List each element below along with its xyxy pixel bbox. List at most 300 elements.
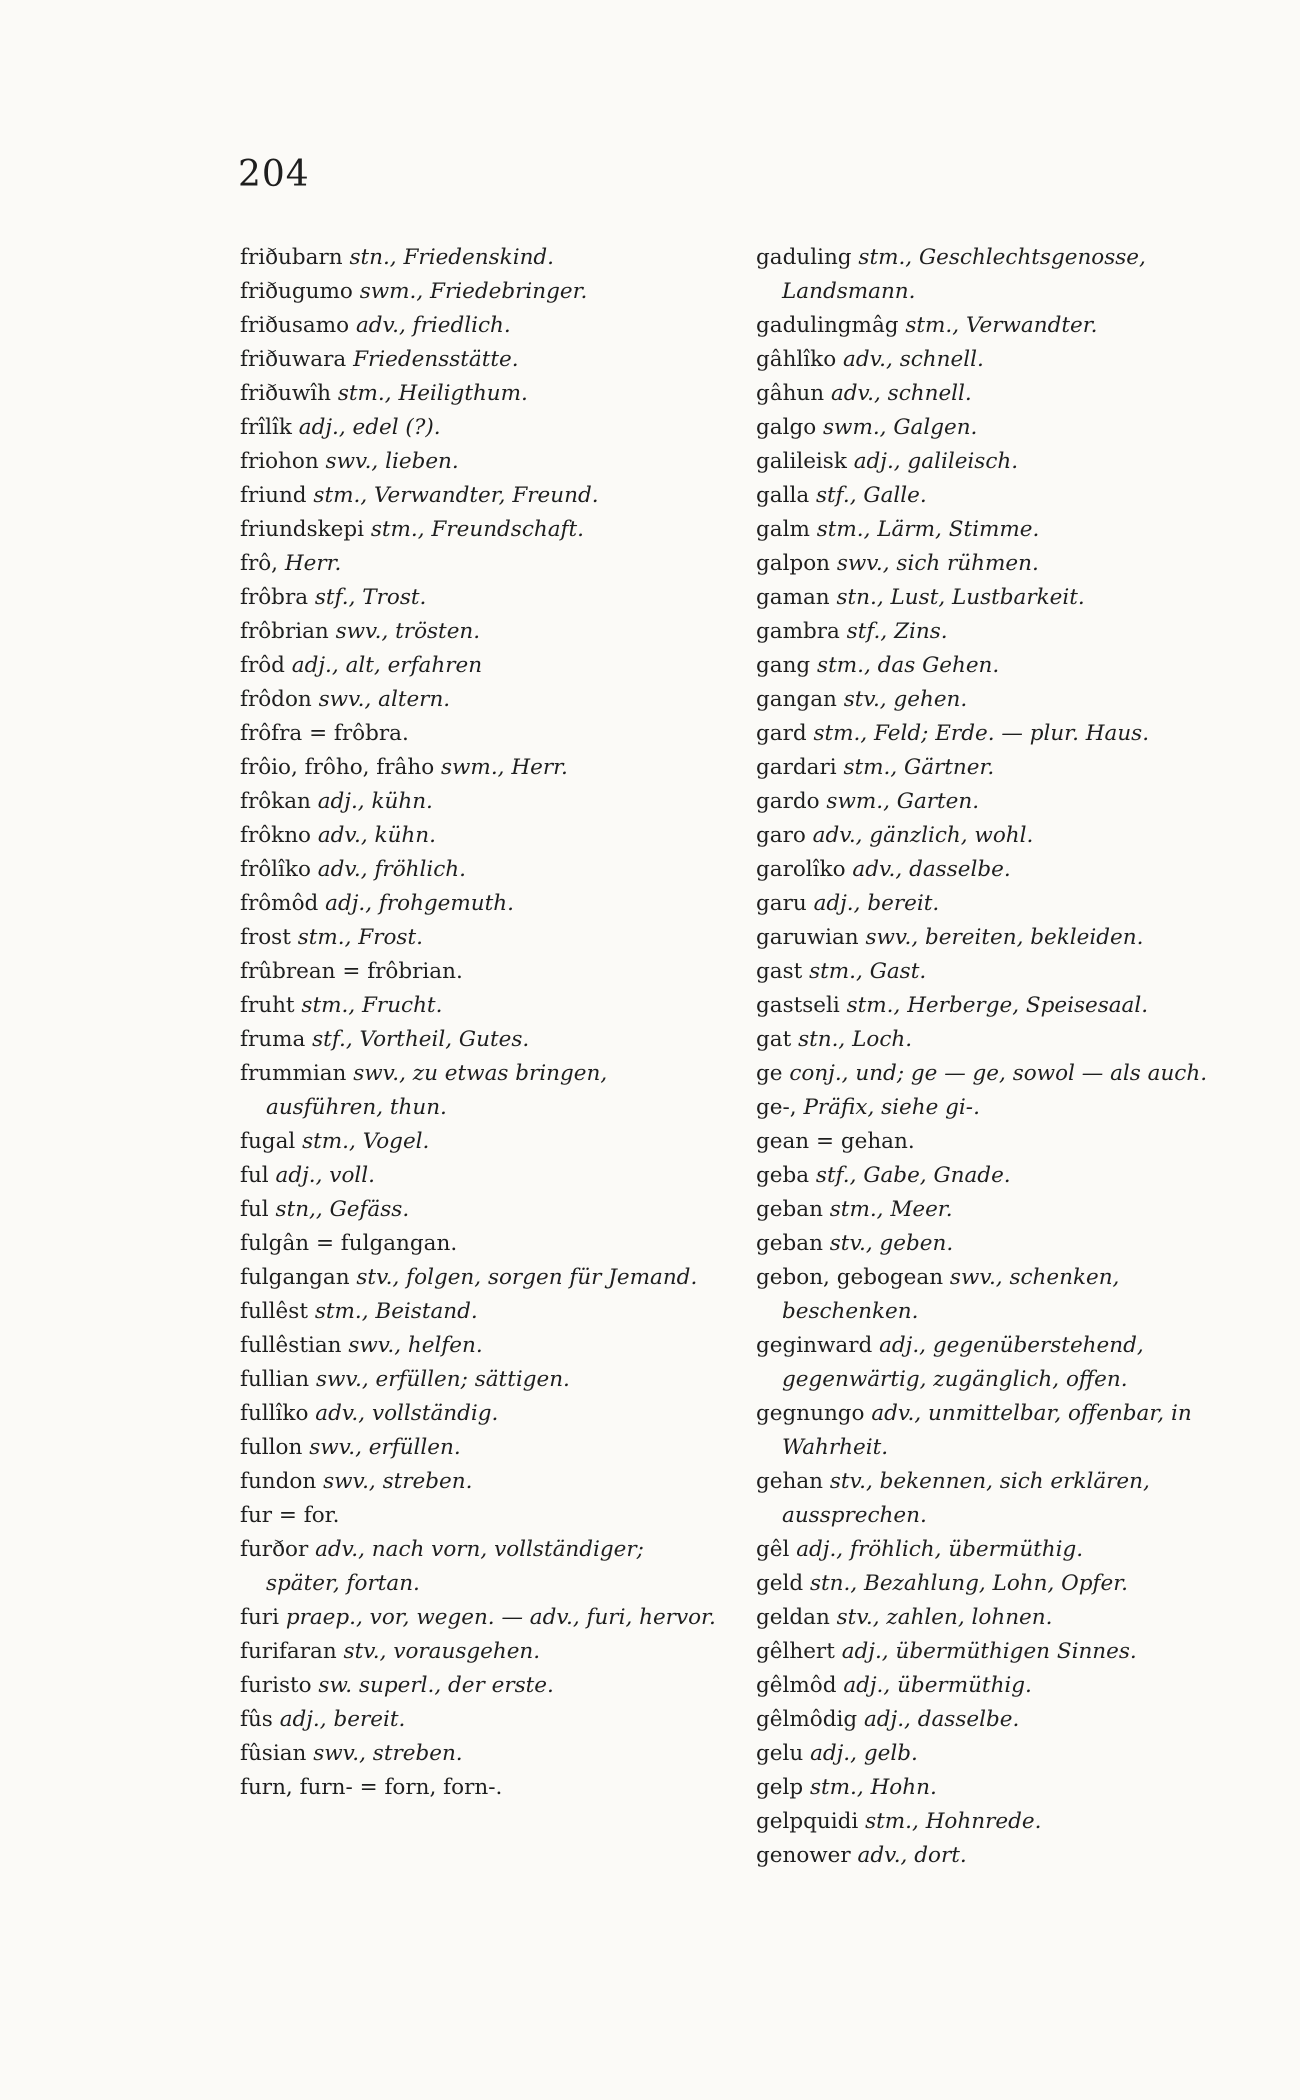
right-column	[756, 241, 1226, 1873]
entry-headword: frôdon	[240, 687, 312, 712]
entry-headword: gean = gehan.	[756, 1129, 915, 1154]
entry-gloss: Frucht.	[362, 993, 443, 1018]
entry-headword: fûs	[240, 1707, 273, 1732]
dictionary-entry	[240, 513, 720, 547]
dictionary-entry	[240, 1125, 720, 1159]
entry-grammar: stm.,	[337, 381, 392, 406]
entry-gloss: Herr.	[284, 551, 342, 576]
entry-headword: geba	[756, 1163, 810, 1188]
entry-grammar: stf.,	[846, 619, 888, 644]
dictionary-entry	[240, 955, 720, 989]
entry-grammar: adv.,	[317, 823, 368, 848]
entry-grammar: adv.,	[857, 1843, 908, 1868]
entry-grammar: stm.,	[302, 1129, 356, 1154]
dictionary-entry	[756, 955, 1226, 989]
dictionary-entry	[240, 1227, 720, 1261]
dictionary-entry	[756, 921, 1226, 955]
entry-gloss: der erste.	[448, 1673, 554, 1698]
entry-grammar: swv.,	[323, 1469, 376, 1494]
entry-gloss: Vortheil, Gutes.	[359, 1027, 530, 1052]
entry-headword: gelpquidi	[756, 1809, 859, 1834]
entry-headword: frôkan	[240, 789, 311, 814]
dictionary-entry	[240, 1057, 720, 1125]
dictionary-entry	[240, 1295, 720, 1329]
dictionary-entry	[756, 1329, 1226, 1397]
entry-headword: furn, furn- = forn, forn-.	[240, 1775, 503, 1800]
entry-gloss: Geschlechtsgenosse, Landsmann.	[782, 245, 1146, 304]
entry-headword: geban	[756, 1231, 823, 1256]
dictionary-entry	[240, 785, 720, 819]
dictionary-entry	[756, 1193, 1226, 1227]
entry-grammar: adj.,	[810, 1741, 857, 1766]
entry-headword: frôfra = frôbra.	[240, 721, 409, 746]
entry-gloss: zahlen, lohnen.	[886, 1605, 1053, 1630]
entry-headword: friðuwara	[240, 347, 347, 372]
entry-headword: frummian	[240, 1061, 347, 1086]
entry-grammar: swv.,	[318, 687, 372, 712]
entry-gloss: Feld; Erde. — plur. Haus.	[874, 721, 1150, 746]
entry-grammar: adj.,	[863, 1707, 911, 1732]
entry-grammar: stm.,	[858, 245, 913, 270]
entry-grammar: stn.,	[349, 245, 397, 270]
dictionary-entry	[756, 479, 1226, 513]
dictionary-entry	[240, 445, 720, 479]
entry-headword: frost	[240, 925, 291, 950]
entry-headword: galgo	[756, 415, 817, 440]
entry-gloss: helfen.	[407, 1333, 483, 1358]
entry-grammar: stm.,	[314, 1299, 369, 1324]
dictionary-entry	[240, 343, 720, 377]
entry-grammar: stm.,	[846, 993, 901, 1018]
entry-gloss: zu etwas bringen, ausführen, thun.	[266, 1061, 608, 1120]
entry-headword: galla	[756, 483, 810, 508]
entry-gloss: Lärm, Stimme.	[877, 517, 1040, 542]
dictionary-entry	[756, 785, 1226, 819]
dictionary-entry	[756, 1839, 1226, 1873]
dictionary-entry	[756, 581, 1226, 615]
entry-gloss: Freundschaft.	[431, 517, 584, 542]
entry-headword: friohon	[240, 449, 319, 474]
entry-gloss: schnell.	[899, 347, 984, 372]
entry-headword: gelu	[756, 1741, 804, 1766]
dictionary-entry	[240, 1397, 720, 1431]
entry-grammar: adj.,	[298, 415, 346, 440]
dictionary-entry	[240, 751, 720, 785]
dictionary-entry	[756, 717, 1226, 751]
entry-grammar: adj.,	[853, 449, 901, 474]
entry-headword: gaman	[756, 585, 830, 610]
entry-gloss: Hohnrede.	[925, 1809, 1042, 1834]
entry-gloss: erfüllen.	[368, 1435, 461, 1460]
entry-grammar: stf.,	[816, 483, 857, 508]
entry-grammar: stm.,	[905, 313, 960, 338]
entry-grammar: swv.,	[836, 551, 890, 576]
entry-grammar: stv.,	[343, 1639, 387, 1664]
dictionary-entry	[240, 1533, 720, 1601]
entry-grammar: stn.,	[836, 585, 884, 610]
entry-headword: friðuwîh	[240, 381, 332, 406]
entry-gloss: Loch.	[852, 1027, 913, 1052]
entry-headword: galpon	[756, 551, 831, 576]
entry-grammar: swv.,	[353, 1061, 406, 1086]
entry-gloss: vollständig.	[371, 1401, 499, 1426]
entry-headword: gast	[756, 959, 803, 984]
entry-grammar: stm.,	[829, 1197, 884, 1222]
dictionary-entry	[756, 377, 1226, 411]
entry-gloss: Verwandter.	[965, 313, 1098, 338]
entry-gloss: Gärtner.	[904, 755, 995, 780]
entry-gloss: alt, erfahren	[345, 653, 483, 678]
entry-headword: furi	[240, 1605, 279, 1630]
dictionary-entry	[756, 819, 1226, 853]
entry-gloss: nach vorn, vollständiger; später, fortan.	[266, 1537, 644, 1596]
entry-headword: gard	[756, 721, 807, 746]
entry-headword: ful	[240, 1197, 269, 1222]
dictionary-entry	[240, 547, 720, 581]
entry-grammar: swv.,	[335, 619, 389, 644]
entry-gloss: Garten.	[896, 789, 980, 814]
entry-headword: frômôd	[240, 891, 319, 916]
entry-grammar: adv.,	[317, 857, 368, 882]
entry-headword: fullêstian	[240, 1333, 342, 1358]
dictionary-entry	[756, 513, 1226, 547]
entry-gloss: Friedenskind.	[403, 245, 555, 270]
entry-gloss: kühn.	[374, 823, 436, 848]
dictionary-entry	[240, 1737, 720, 1771]
entry-gloss: Verwandter, Freund.	[374, 483, 599, 508]
entry-grammar: swv.,	[309, 1435, 362, 1460]
entry-headword: gangan	[756, 687, 837, 712]
entry-gloss: bereit.	[333, 1707, 406, 1732]
entry-headword: gaduling	[756, 245, 852, 270]
entry-grammar: swm.,	[823, 415, 887, 440]
entry-gloss: gelb.	[863, 1741, 918, 1766]
dictionary-entry	[240, 275, 720, 309]
dictionary-entry	[240, 1669, 720, 1703]
entry-headword: gêlmôdig	[756, 1707, 858, 1732]
entry-gloss: fröhlich.	[374, 857, 466, 882]
entry-headword: gêlmôd	[756, 1673, 837, 1698]
entry-gloss: Herberge, Speisesaal.	[907, 993, 1149, 1018]
page-number: 204	[238, 154, 310, 195]
entry-headword: gang	[756, 653, 811, 678]
entry-gloss: Hohn.	[870, 1775, 937, 1800]
dictionary-entry	[756, 309, 1226, 343]
dictionary-entry	[240, 309, 720, 343]
entry-headword: fruma	[240, 1027, 306, 1052]
entry-grammar: adj.,	[813, 891, 861, 916]
entry-grammar: stn.,	[809, 1571, 858, 1596]
entry-grammar: stm.,	[370, 517, 425, 542]
entry-grammar: stm.,	[301, 993, 356, 1018]
entry-headword: frôkno	[240, 823, 311, 848]
entry-grammar: stm.,	[816, 517, 871, 542]
dictionary-entry	[240, 989, 720, 1023]
entry-grammar: adj.,	[843, 1673, 891, 1698]
entry-gloss: vor, wegen. — adv., furi, hervor.	[369, 1605, 716, 1630]
entry-headword: fruht	[240, 993, 295, 1018]
entry-gloss: gänzlich, wohl.	[869, 823, 1034, 848]
dictionary-entry	[240, 649, 720, 683]
entry-headword: gebon, gebogean	[756, 1265, 944, 1290]
dictionary-entry	[240, 241, 720, 275]
dictionary-entry	[756, 1567, 1226, 1601]
dictionary-entry	[240, 1601, 720, 1635]
entry-gloss: Trost.	[362, 585, 427, 610]
entry-headword: geginward	[756, 1333, 873, 1358]
entry-headword: frôbrian	[240, 619, 329, 644]
entry-headword: frôd	[240, 653, 285, 678]
entry-grammar: stf.,	[314, 585, 356, 610]
entry-grammar: swv.,	[315, 1367, 369, 1392]
entry-headword: fullian	[240, 1367, 310, 1392]
entry-gloss: Galle.	[863, 483, 927, 508]
entry-grammar: adj.,	[879, 1333, 926, 1358]
dictionary-entry	[240, 1329, 720, 1363]
entry-gloss: bekennen, sich erklären, aussprechen.	[782, 1469, 1150, 1528]
entry-grammar: stv.,	[356, 1265, 400, 1290]
entry-gloss: lieben.	[385, 449, 459, 474]
entry-grammar: swv.,	[313, 1741, 366, 1766]
entry-headword: gardari	[756, 755, 837, 780]
dictionary-entry	[756, 1635, 1226, 1669]
dictionary-entry	[240, 479, 720, 513]
left-column	[240, 241, 720, 1805]
entry-gloss: Heiligthum.	[398, 381, 528, 406]
entry-headword: frôio, frôho, frâho	[240, 755, 435, 780]
entry-grammar: stm.,	[809, 959, 863, 984]
entry-gloss: Vogel.	[362, 1129, 430, 1154]
entry-grammar: stm.,	[297, 925, 352, 950]
entry-grammar: swv.,	[325, 449, 379, 474]
dictionary-entry	[756, 615, 1226, 649]
dictionary-entry	[756, 683, 1226, 717]
dictionary-entry	[240, 1159, 720, 1193]
entry-gloss: dasselbe.	[917, 1707, 1020, 1732]
dictionary-entry	[756, 649, 1226, 683]
entry-gloss: Gefäss.	[329, 1197, 410, 1222]
dictionary-entry	[756, 1737, 1226, 1771]
entry-headword: gêlhert	[756, 1639, 835, 1664]
entry-gloss: erfüllen; sättigen.	[375, 1367, 570, 1392]
entry-headword: gegnungo	[756, 1401, 865, 1426]
entry-grammar: adj.,	[796, 1537, 844, 1562]
entry-gloss: voll.	[329, 1163, 375, 1188]
dictionary-entry	[240, 921, 720, 955]
entry-gloss: und; ge — ge, sowol — als auch.	[855, 1061, 1208, 1086]
entry-gloss: übermüthig.	[897, 1673, 1032, 1698]
entry-headword: frûbrean = frôbrian.	[240, 959, 463, 984]
entry-gloss: trösten.	[395, 619, 481, 644]
entry-grammar: stf.,	[312, 1027, 353, 1052]
entry-grammar: stv.,	[829, 1469, 873, 1494]
entry-grammar: swv.,	[949, 1265, 1003, 1290]
entry-gloss: friedlich.	[412, 313, 511, 338]
entry-grammar: sw. superl.,	[318, 1673, 442, 1698]
entry-gloss: sich rühmen.	[896, 551, 1039, 576]
dictionary-entry	[756, 343, 1226, 377]
entry-grammar: swv.,	[348, 1333, 402, 1358]
entry-gloss: Lust, Lustbarkeit.	[890, 585, 1085, 610]
entry-grammar: stm.,	[809, 1775, 864, 1800]
entry-grammar: stm.,	[313, 483, 368, 508]
dictionary-entry	[756, 1057, 1226, 1091]
entry-grammar: adj.,	[325, 891, 373, 916]
dictionary-entry	[756, 1669, 1226, 1703]
dictionary-entry	[756, 751, 1226, 785]
entry-gloss: Meer.	[890, 1197, 953, 1222]
entry-gloss: das Gehen.	[877, 653, 1000, 678]
entry-gloss: gegenüberstehend, gegenwärtig, zugänglich, offen.	[782, 1333, 1144, 1392]
entry-gloss: unmittelbar, offenbar, in Wahrheit.	[782, 1401, 1192, 1460]
entry-grammar: stv.,	[829, 1231, 873, 1256]
entry-headword: fur = for.	[240, 1503, 340, 1528]
entry-gloss: Präfix, siehe gi-.	[803, 1095, 980, 1120]
dictionary-entry	[756, 1465, 1226, 1533]
dictionary-entry	[756, 1023, 1226, 1057]
dictionary-entry	[756, 547, 1226, 581]
dictionary-entry	[240, 819, 720, 853]
entry-gloss: Gabe, Gnade.	[863, 1163, 1011, 1188]
dictionary-entry	[756, 1601, 1226, 1635]
dictionary-entry	[240, 887, 720, 921]
entry-gloss: frohgemuth.	[378, 891, 514, 916]
dictionary-entry	[756, 1397, 1226, 1465]
entry-headword: garolîko	[756, 857, 846, 882]
entry-headword: gêl	[756, 1537, 790, 1562]
entry-grammar: stv.,	[843, 687, 887, 712]
entry-grammar: stf.,	[815, 1163, 857, 1188]
entry-grammar: praep.,	[285, 1605, 363, 1630]
entry-gloss: Gast.	[869, 959, 927, 984]
dictionary-entry	[240, 411, 720, 445]
entry-gloss: dasselbe.	[909, 857, 1011, 882]
entry-gloss: Herr.	[511, 755, 568, 780]
dictionary-entry	[240, 1703, 720, 1737]
dictionary-entry	[756, 1261, 1226, 1329]
entry-headword: fullêst	[240, 1299, 308, 1324]
entry-headword: geban	[756, 1197, 823, 1222]
entry-gloss: folgen, sorgen für Jemand.	[406, 1265, 698, 1290]
entry-headword: frôlîko	[240, 857, 311, 882]
entry-headword: gat	[756, 1027, 792, 1052]
entry-headword: fullîko	[240, 1401, 309, 1426]
entry-headword: frô,	[240, 551, 279, 576]
entry-grammar: adj.,	[279, 1707, 327, 1732]
entry-gloss: dort.	[914, 1843, 967, 1868]
dictionary-entry	[240, 581, 720, 615]
entry-headword: friðusamo	[240, 313, 350, 338]
entry-gloss: fröhlich, übermüthig.	[849, 1537, 1084, 1562]
entry-headword: frôbra	[240, 585, 309, 610]
dictionary-entry	[756, 241, 1226, 309]
dictionary-entry	[240, 717, 720, 751]
entry-grammar: stm.,	[843, 755, 898, 780]
entry-headword: gastseli	[756, 993, 840, 1018]
entry-headword: geldan	[756, 1605, 830, 1630]
entry-headword: fullon	[240, 1435, 303, 1460]
entry-grammar: adv.,	[315, 1401, 366, 1426]
entry-grammar: swm.,	[441, 755, 505, 780]
entry-gloss: Galgen.	[893, 415, 978, 440]
entry-headword: garu	[756, 891, 807, 916]
dictionary-entry	[240, 1465, 720, 1499]
entry-headword: furðor	[240, 1537, 309, 1562]
dictionary-entry	[756, 411, 1226, 445]
entry-grammar: stv.,	[836, 1605, 880, 1630]
entry-grammar: stm.,	[865, 1809, 919, 1834]
entry-gloss: schnell.	[887, 381, 972, 406]
entry-gloss: altern.	[378, 687, 451, 712]
entry-grammar: adv.,	[843, 347, 893, 372]
dictionary-entry	[756, 1771, 1226, 1805]
entry-gloss: schenken, beschenken.	[782, 1265, 1120, 1324]
entry-gloss: streben.	[372, 1741, 463, 1766]
dictionary-entry	[240, 683, 720, 717]
entry-gloss: galileisch.	[907, 449, 1019, 474]
dictionary-entry	[240, 1023, 720, 1057]
entry-headword: gelp	[756, 1775, 804, 1800]
entry-headword: garo	[756, 823, 806, 848]
entry-headword: gâhlîko	[756, 347, 837, 372]
entry-gloss: streben.	[382, 1469, 473, 1494]
entry-headword: fulgân = fulgangan.	[240, 1231, 458, 1256]
entry-grammar: adv.,	[830, 381, 881, 406]
dictionary-entry	[240, 1363, 720, 1397]
entry-headword: fundon	[240, 1469, 317, 1494]
dictionary-entry	[756, 445, 1226, 479]
entry-headword: frîlîk	[240, 415, 292, 440]
entry-grammar: adv.,	[871, 1401, 922, 1426]
entry-grammar: adj.,	[275, 1163, 323, 1188]
entry-grammar: swv.,	[865, 925, 919, 950]
entry-headword: ful	[240, 1163, 269, 1188]
entry-headword: garuwian	[756, 925, 859, 950]
entry-grammar: adv.,	[355, 313, 406, 338]
entry-gloss: Friedensstätte.	[353, 347, 519, 372]
entry-headword: furisto	[240, 1673, 312, 1698]
entry-headword: gardo	[756, 789, 820, 814]
entry-grammar: swm.,	[826, 789, 890, 814]
entry-grammar: adj.,	[291, 653, 339, 678]
dictionary-entry	[756, 1805, 1226, 1839]
dictionary-entry	[756, 989, 1226, 1023]
dictionary-entry	[756, 853, 1226, 887]
entry-gloss: Friedebringer.	[430, 279, 588, 304]
entry-gloss: Beistand.	[375, 1299, 478, 1324]
entry-grammar: adj.,	[841, 1639, 889, 1664]
entry-headword: gambra	[756, 619, 840, 644]
entry-gloss: Bezahlung, Lohn, Opfer.	[864, 1571, 1128, 1596]
entry-grammar: stn.,	[798, 1027, 846, 1052]
entry-headword: gadulingmâg	[756, 313, 899, 338]
dictionary-entry	[240, 1431, 720, 1465]
entry-headword: ge-,	[756, 1095, 797, 1120]
dictionary-entry	[240, 1261, 720, 1295]
dictionary-entry	[240, 377, 720, 411]
entry-headword: genower	[756, 1843, 851, 1868]
entry-headword: friðubarn	[240, 245, 343, 270]
dictionary-entry	[756, 1703, 1226, 1737]
entry-gloss: vorausgehen.	[393, 1639, 541, 1664]
entry-headword: geld	[756, 1571, 804, 1596]
entry-gloss: bereiten, bekleiden.	[925, 925, 1144, 950]
entry-gloss: kühn.	[371, 789, 433, 814]
entry-grammar: stm.,	[817, 653, 871, 678]
entry-headword: galm	[756, 517, 810, 542]
entry-headword: galileisk	[756, 449, 847, 474]
entry-gloss: geben.	[879, 1231, 954, 1256]
